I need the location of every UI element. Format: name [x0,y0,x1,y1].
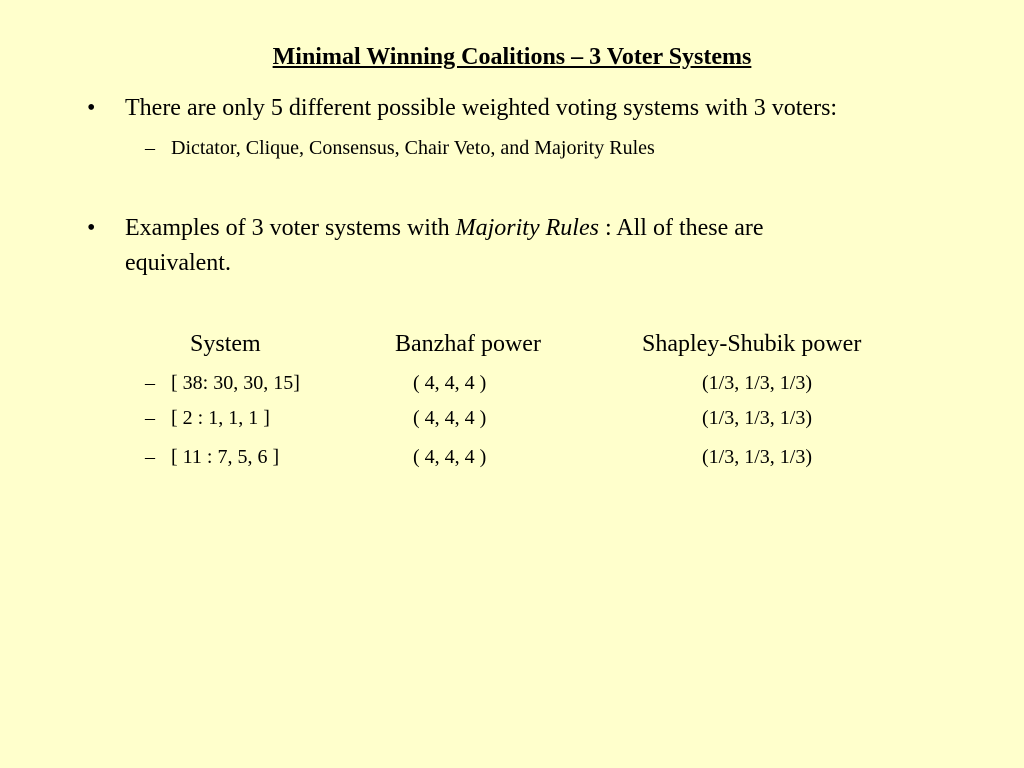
row-marker: – [145,372,155,394]
sub-bullet-marker-1: – [145,137,155,159]
bullet-marker-2: • [87,215,96,241]
sub-bullet-text-1: Dictator, Clique, Consensus, Chair Veto, and Majority Rules [171,137,655,159]
slide-title: Minimal Winning Coalitions – 3 Voter Systems [272,44,752,70]
bullet-text-2-line2: equivalent. [125,250,231,276]
row-system: [ 38: 30, 30, 15] [171,372,300,394]
bullet-text-2 [125,211,985,246]
row-marker: – [145,446,155,468]
row-shapley: (1/3, 1/3, 1/3) [702,372,812,394]
header-shapley: Shapley-Shubik power [642,331,862,357]
majority-rules-emphasis: Majority Rules [455,215,599,241]
row-marker: – [145,407,155,429]
bullet-text-1: There are only 5 different possible weighted voting systems with 3 voters: [125,95,838,121]
row-shapley: (1/3, 1/3, 1/3) [702,446,812,468]
header-banzhaf: Banzhaf power [395,331,541,357]
row-banzhaf: ( 4, 4, 4 ) [413,407,487,429]
row-system: [ 11 : 7, 5, 6 ] [171,446,280,468]
row-banzhaf: ( 4, 4, 4 ) [413,372,487,394]
row-banzhaf: ( 4, 4, 4 ) [413,446,487,468]
bullet-marker-1: • [87,95,96,121]
row-system: [ 2 : 1, 1, 1 ] [171,407,270,429]
bullet-text-2-after: : All of these are [598,215,764,241]
row-shapley: (1/3, 1/3, 1/3) [702,407,812,429]
header-system: System [190,331,261,357]
bullet-text-2-before: Examples of 3 voter systems with [125,215,456,241]
